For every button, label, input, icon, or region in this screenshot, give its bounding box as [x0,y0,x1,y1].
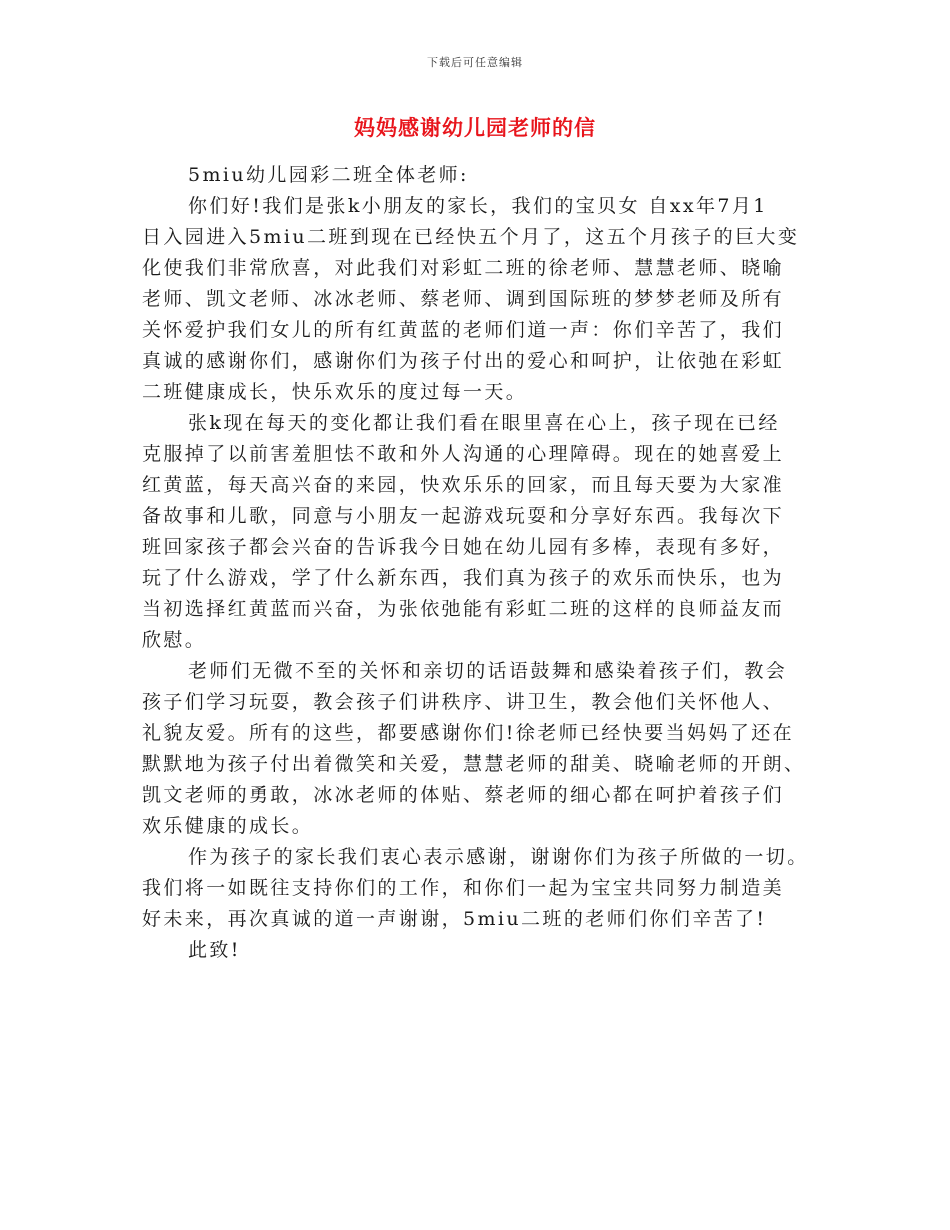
body-line: 克服掉了以前害羞胆怯不敢和外人沟通的心理障碍。现在的她喜爱上 [142,443,785,465]
body-line: 凯文老师的勇敢，冰冰老师的体贴、蔡老师的细心都在呵护着孩子们 [142,784,785,806]
body-line: 二班健康成长，快乐欢乐的度过每一天。 [142,381,528,403]
body-line: 默默地为孩子付出着微笑和关爱，慧慧老师的甜美、晓喻老师的开朗、 [142,753,806,775]
body-line: 欣慰。 [142,629,207,651]
body-line: 备故事和儿歌，同意与小朋友一起游戏玩耍和分享好东西。我每次下 [142,505,785,527]
body-line: 化使我们非常欣喜，对此我们对彩虹二班的徐老师、慧慧老师、晓喻 [142,257,785,279]
body-line: 当初选择红黄蓝而兴奋，为张依弛能有彩虹二班的这样的良师益友而 [142,598,785,620]
body-line: 好未来，再次真诚的道一声谢谢，5miu二班的老师们你们辛苦了! [142,908,767,930]
body-line: 老师们无微不至的关怀和亲切的话语鼓舞和感染着孩子们，教会 [188,660,788,682]
closing-line: 此致! [188,939,241,961]
page-header: 下载后可任意编辑 [427,56,523,69]
body-line: 我们将一如既往支持你们的工作，和你们一起为宝宝共同努力制造美 [142,877,785,899]
letter-title: 妈妈感谢幼儿园老师的信 [354,115,596,140]
body-line: 日入园进入5miu二班到现在已经快五个月了，这五个月孩子的巨大变 [142,226,800,248]
body-line: 欢乐健康的成长。 [142,815,314,837]
salutation-line: 5miu幼儿园彩二班全体老师: [188,164,469,186]
body-line: 老师、凯文老师、冰冰老师、蔡老师、调到国际班的梦梦老师及所有 [142,288,785,310]
body-line: 礼貌友爱。所有的这些，都要感谢你们!徐老师已经快要当妈妈了还在 [142,722,795,744]
body-line: 孩子们学习玩耍，教会孩子们讲秩序、讲卫生，教会他们关怀他人、 [142,691,785,713]
letter-body [142,160,814,966]
body-line: 玩了什么游戏，学了什么新东西，我们真为孩子的欢乐而快乐，也为 [142,567,785,589]
body-line: 红黄蓝，每天高兴奋的来园，快欢乐乐的回家，而且每天要为大家准 [142,474,785,496]
body-line: 你们好!我们是张k小朋友的家长，我们的宝贝女 自xx年7月1 [188,195,768,217]
body-line: 张k现在每天的变化都让我们看在眼里喜在心上，孩子现在已经 [188,412,780,434]
body-line: 班回家孩子都会兴奋的告诉我今日她在幼儿园有多棒，表现有多好， [142,536,785,558]
body-line: 作为孩子的家长我们衷心表示感谢，谢谢你们为孩子所做的一切。 [188,846,809,868]
body-line: 关怀爱护我们女儿的所有红黄蓝的老师们道一声：你们辛苦了，我们 [142,319,785,341]
body-line: 真诚的感谢你们，感谢你们为孩子付出的爱心和呵护，让依弛在彩虹 [142,350,785,372]
